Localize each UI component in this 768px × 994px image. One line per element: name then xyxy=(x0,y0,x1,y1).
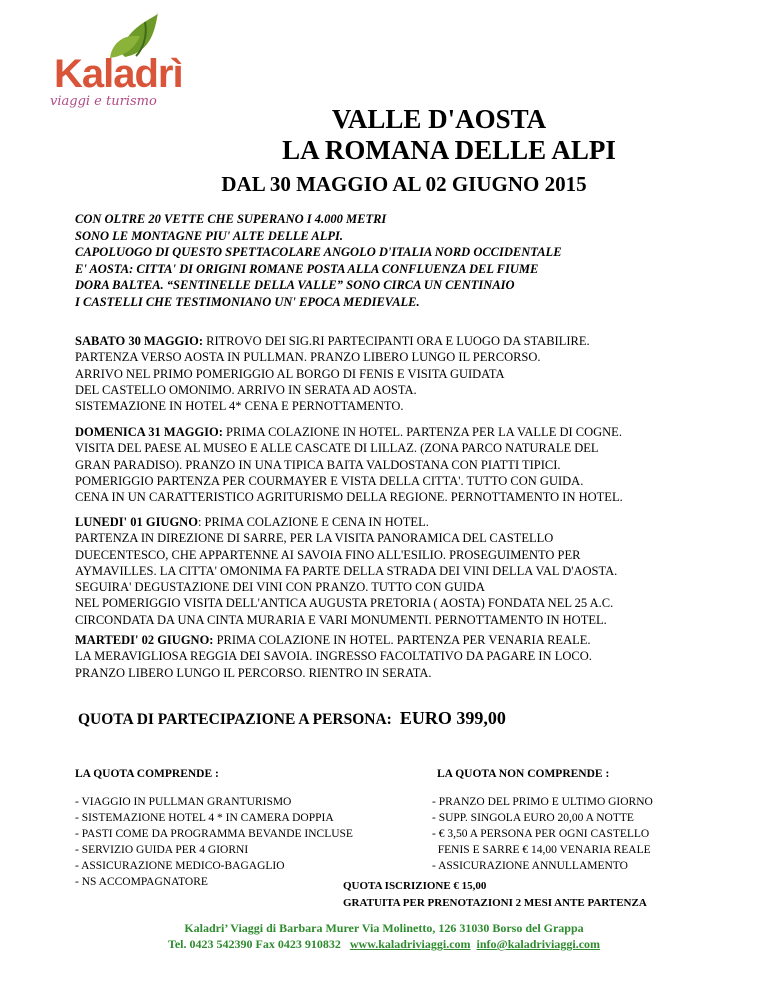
day-text: : PRIMA COLAZIONE E CENA IN HOTEL. xyxy=(197,515,429,529)
excludes-list xyxy=(432,794,653,874)
day-text: RITROVO DEI SIG.RI PARTECIPANTI ORA E LUOGO DA STABILIRE. xyxy=(203,334,590,348)
intro-line: CON OLTRE 20 VETTE CHE SUPERANO I 4.000 METRI xyxy=(75,212,387,226)
day-line: VISITA DEL PAESE AL MUSEO E ALLE CASCATE DI LILLAZ. (ZONA PARCO NATURALE DEL xyxy=(75,441,599,456)
footer-contacts xyxy=(0,920,768,952)
includes-header: LA QUOTA COMPRENDE : xyxy=(75,768,219,780)
day-label: MARTEDI' 02 GIUGNO: xyxy=(75,633,214,647)
company-logo xyxy=(50,12,200,112)
logo-tagline: viaggi e turismo xyxy=(50,94,157,109)
day-text: PRIMA COLAZIONE IN HOTEL. PARTENZA PER VENARIA REALE. xyxy=(213,633,591,647)
day-sunday xyxy=(75,424,623,505)
day-line: SEGUIRA' DEGUSTAZIONE DEI VINI CON PRANZO. TUTTO CON GUIDA xyxy=(75,580,485,595)
day-label: SABATO 30 MAGGIO: xyxy=(75,334,204,348)
website-link[interactable]: www.kaladriviaggi.com xyxy=(349,937,471,951)
day-saturday xyxy=(75,333,590,414)
day-tuesday xyxy=(75,632,592,681)
day-text: PRIMA COLAZIONE IN HOTEL. PARTENZA PER LA VALLE DI COGNE. xyxy=(222,425,622,439)
day-line: POMERIGGIO PARTENZA PER COURMAYER E VISTA DELLA CITTA'. TUTTO CON GUIDA. xyxy=(75,473,584,488)
trip-dates: DAL 30 MAGGIO AL 02 GIUGNO 2015 xyxy=(221,172,587,196)
list-item: - SISTEMAZIONE HOTEL 4 * IN CAMERA DOPPIA xyxy=(75,812,334,824)
registration-note: GRATUITA PER PRENOTAZIONI 2 MESI ANTE PARTENZA xyxy=(343,896,647,909)
day-line: PRANZO LIBERO LUNGO IL PERCORSO. RIENTRO IN SERATA. xyxy=(75,665,432,680)
price-line xyxy=(78,708,506,729)
day-line: SISTEMAZIONE IN HOTEL 4* CENA E PERNOTTAMENTO. xyxy=(75,399,404,414)
list-item: - € 3,50 A PERSONA PER OGNI CASTELLO xyxy=(432,828,650,840)
email-link[interactable]: info@kaladriviaggi.com xyxy=(476,937,601,951)
page-title: VALLE D'AOSTA xyxy=(331,104,547,134)
day-line: GRAN PARADISO). PRANZO IN UNA TIPICA BAITA VALDOSTANA CON PIATTI TIPICI. xyxy=(75,457,561,472)
list-item: - ASSICURAZIONE ANNULLAMENTO xyxy=(432,860,628,872)
footer-company: Kaladri’ Viaggi di Barbara Murer Via Molinetto, 126 31030 Borso del Grappa xyxy=(184,921,584,935)
price-value: EURO 399,00 xyxy=(399,708,506,728)
day-line: PARTENZA VERSO AOSTA IN PULLMAN. PRANZO LIBERO LUNGO IL PERCORSO. xyxy=(75,350,541,365)
list-item: - PRANZO DEL PRIMO E ULTIMO GIORNO xyxy=(432,796,653,808)
intro-line: E' AOSTA: CITTA' DI ORIGINI ROMANE POSTA ALLA CONFLUENZA DEL FIUME xyxy=(75,261,539,276)
intro-paragraph xyxy=(75,211,562,310)
day-line: DEL CASTELLO OMONIMO. ARRIVO IN SERATA AD AOSTA. xyxy=(75,382,417,397)
page-subtitle: LA ROMANA DELLE ALPI xyxy=(282,135,616,165)
intro-line: I CASTELLI CHE TESTIMONIANO UN' EPOCA MEDIEVALE. xyxy=(75,294,420,309)
intro-line: CAPOLUOGO DI QUESTO SPETTACOLARE ANGOLO D'ITALIA NORD OCCIDENTALE xyxy=(75,245,562,259)
day-label: DOMENICA 31 MAGGIO: xyxy=(75,425,223,439)
list-item: - NS ACCOMPAGNATORE xyxy=(75,876,208,888)
day-line: ARRIVO NEL PRIMO POMERIGGIO AL BORGO DI FENIS E VISITA GUIDATA xyxy=(75,366,505,381)
intro-line: SONO LE MONTAGNE PIU' ALTE DELLE ALPI. xyxy=(75,228,343,243)
list-item: - ASSICURAZIONE MEDICO-BAGAGLIO xyxy=(75,860,285,872)
excludes-header: LA QUOTA NON COMPRENDE : xyxy=(437,768,610,780)
day-line: CIRCONDATA DA UNA CINTA MURARIA E VARI MONUMENTI. PERNOTTAMENTO IN HOTEL. xyxy=(75,612,607,627)
day-line: LA MERAVIGLIOSA REGGIA DEI SAVOIA. INGRESSO FACOLTATIVO DA PAGARE IN LOCO. xyxy=(75,649,592,664)
day-monday xyxy=(75,514,617,628)
registration-info xyxy=(343,878,647,911)
list-item: - SERVIZIO GUIDA PER 4 GIORNI xyxy=(75,844,249,856)
day-line: PARTENZA IN DIREZIONE DI SARRE, PER LA VISITA PANORAMICA DEL CASTELLO xyxy=(75,531,554,546)
list-item: FENIS E SARRE € 14,00 VENARIA REALE xyxy=(432,844,651,856)
includes-list xyxy=(75,794,353,890)
day-line: AYMAVILLES. LA CITTA' OMONIMA FA PARTE DELLA STRADA DEI VINI DELLA VAL D'AOSTA. xyxy=(75,563,618,578)
day-line: NEL POMERIGGIO VISITA DELL'ANTICA AUGUSTA PRETORIA ( AOSTA) FONDATA NEL 25 A.C. xyxy=(75,596,614,611)
day-line: DUECENTESCO, CHE APPARTENNE AI SAVOIA FINO ALL'ESILIO. PROSEGUIMENTO PER xyxy=(75,547,581,562)
footer-phones: Tel. 0423 542390 Fax 0423 910832 xyxy=(167,937,341,951)
day-line: CENA IN UN CARATTERISTICO AGRITURISMO DELLA REGIONE. PERNOTTAMENTO IN HOTEL. xyxy=(75,490,623,505)
list-item: - VIAGGIO IN PULLMAN GRANTURISMO xyxy=(75,796,292,808)
day-label: LUNEDI' 01 GIUGNO xyxy=(75,515,198,529)
list-item: - SUPP. SINGOLA EURO 20,00 A NOTTE xyxy=(432,812,634,824)
registration-fee: QUOTA ISCRIZIONE € 15,00 xyxy=(343,880,487,892)
logo-brand: Kaladrì xyxy=(54,52,183,96)
intro-line: DORA BALTEA. “SENTINELLE DELLA VALLE” SONO CIRCA UN CENTINAIO xyxy=(75,278,515,292)
price-label: QUOTA DI PARTECIPAZIONE A PERSONA: xyxy=(78,711,392,728)
list-item: - PASTI COME DA PROGRAMMA BEVANDE INCLUSE xyxy=(75,828,353,840)
